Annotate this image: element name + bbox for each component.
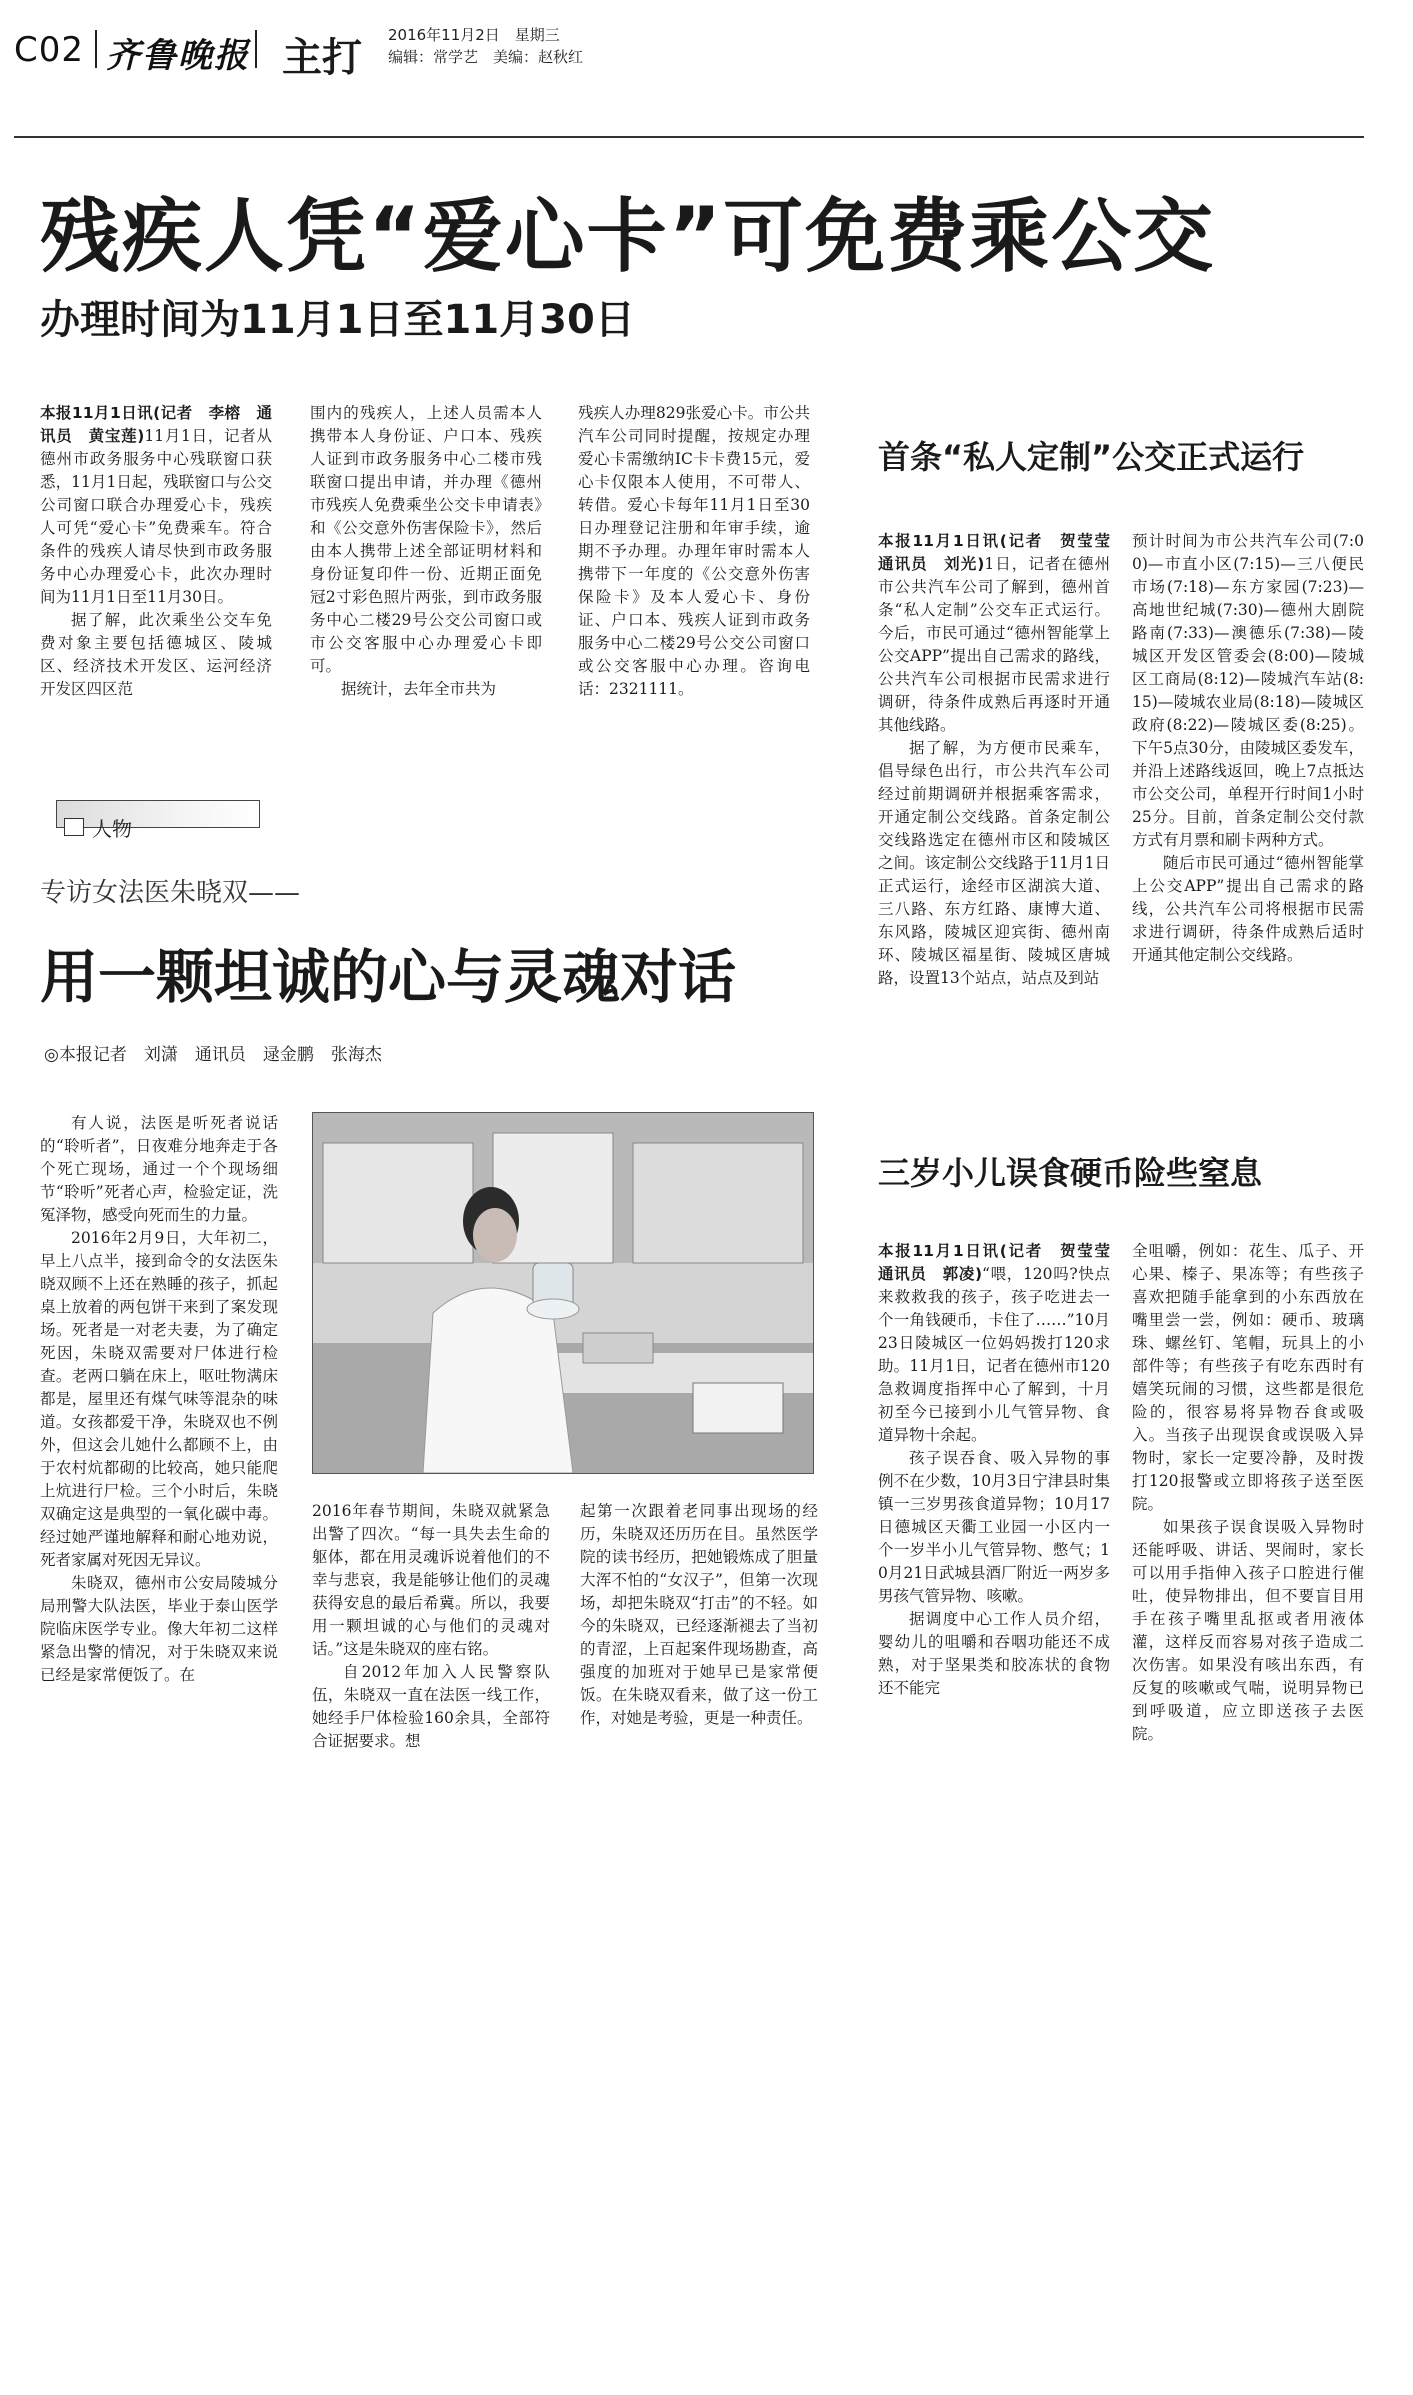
route-text: 随后市民可通过“德州智能掌上公交APP”提出自己需求的路线，公共汽车公司将根据市民需求进行调研，待条件成熟后适时开通其他定制公交线路。: [1132, 854, 1364, 964]
profile-credit: ◎本报记者 刘潇 通讯员 逯金鹏 张海杰: [44, 1045, 382, 1065]
profile-kicker: 专访女法医朱晓双——: [40, 878, 301, 908]
coin-text: 据调度中心工作人员介绍，婴幼儿的咀嚼和吞咽功能还不成熟，对于坚果类和胶冻状的食物还不能完: [878, 1610, 1110, 1697]
route-text: 据了解，为方便市民乘车，倡导绿色出行，市公共汽车公司经过前期调研并根据乘客需求，开通定制公交线路。首条定制公交线路选定在德州市区和陵城区之间。该定制公交线路于11月1日正式运行，途经市区湖滨大道、三八路、东方红路、康博大道、东风路，陵城区迎宾街、德州南环、陵城区福星街、陵城区唐城路，设置13个站点，站点及到站: [878, 739, 1110, 987]
profile-headline: 用一颗坦诚的心与灵魂对话: [40, 943, 737, 1011]
profile-column-3: [580, 1500, 818, 1730]
header-rule: [14, 136, 1364, 138]
header-divider: [255, 30, 257, 68]
route-text: 1日，记者在德州市公共汽车公司了解到，德州首条“私人定制”公交车正式运行。今后，市民可通过“德州智能掌上公交APP”提出自己需求的路线，公共汽车公司根据市民需求进行调研，待条件成熟后再逐时开通其他线路。: [878, 555, 1110, 734]
editor-credits: 编辑：常学艺 美编：赵秋红: [388, 48, 584, 66]
coin-text: 如果孩子误食误吸入异物时还能呼吸、讲话、哭闹时，家长可以用手指伸入孩子口腔进行催吐，使异物排出，但不要盲目用手在孩子嘴里乱抠或者用液体灌，这样反而容易对孩子造成二次伤害。如果没有咳出东西，有反复的咳嗽或气喘，说明异物已到呼吸道，应立即送孩子去医院。: [1132, 1518, 1364, 1743]
folder-icon: [64, 818, 84, 836]
profile-text: 自2012年加入人民警察队伍，朱晓双一直在法医一线工作，她经手尸体检验160余具，全部符合证据要求。想: [312, 1663, 550, 1750]
profile-photo: [312, 1112, 814, 1474]
coin-column-1: [878, 1240, 1126, 1700]
coin-text: 全咀嚼，例如：花生、瓜子、开心果、榛子、果冻等；有些孩子喜欢把随手能拿到的小东西放在嘴里尝一尝，例如：硬币、玻璃珠、螺丝钉、笔帽，玩具上的小部件等；有些孩子有吃东西时有嬉笑玩闹的习惯，这些都是很危险的，很容易将异物吞食或吸入。当孩子出现误食或误吸入异物时，家长一定要冷静，及时拨打120报警或立即将孩子送至医院。: [1132, 1242, 1364, 1513]
profile-column-1: [40, 1112, 278, 1687]
issue-date: 2016年11月2日 星期三: [388, 26, 560, 44]
newspaper-logo: 齐鲁晚报: [106, 36, 250, 76]
route-column-1: [878, 530, 1126, 990]
profile-text: 有人说，法医是听死者说话的“聆听者”，日夜难分地奔走于各个死亡现场，通过一个个现场细节“聆听”死者心声，检验定证，洗冤泽物，感受向死而生的力量。: [40, 1114, 278, 1224]
section-tag: [56, 800, 260, 828]
section-tag-label: 人物: [92, 817, 132, 841]
lead-column-2: [310, 402, 542, 701]
page-number: C02: [14, 30, 85, 70]
lead-column-1: [40, 402, 272, 701]
lead-byline: 本报11月1日讯(记者 李榕 通讯员 黄宝莲): [40, 404, 272, 445]
lab-scene-image: [313, 1113, 813, 1473]
profile-column-2: [312, 1500, 550, 1753]
coin-column-2: [1132, 1240, 1364, 1746]
lead-subheadline: 办理时间为11月1日至11月30日: [40, 297, 635, 343]
route-headline: 首条“私人定制”公交正式运行: [878, 438, 1305, 476]
profile-text: 2016年2月9日，大年初二，早上八点半，接到命令的女法医朱晓双顾不上还在熟睡的孩子，抓起桌上放着的两包饼干来到了案发现场。死者是一对老夫妻，为了确定死因，朱晓双需要对尸体进行检查。老两口躺在床上，呕吐物满床都是，屋里还有煤气味等混杂的味道。女孩都爱干净，朱晓双也不例外，但这会儿她什么都顾不上，由于农村炕都砌的比较高，她只能爬上炕进行尸检。三个小时后，朱晓双确定这是典型的一氧化碳中毒。经过她严谨地解释和耐心地劝说，死者家属对死因无异议。: [40, 1229, 278, 1569]
header-divider: [95, 30, 97, 68]
route-text: 预计时间为市公共汽车公司(7:00)—市直小区(7:15)—三八便民市场(7:18)—东方家园(7:23)—高地世纪城(7:30)—德州大剧院路南(7:33)—澳德乐(7:38)—陵城区开发区管委会(8:00)—陵城区工商局(8:12)—陵城汽车站(8:15)—陵城农业局(8:18)—陵城区政府(8:22)—陵城区委(8:25)。下午5点30分，由陵城区委发车，并沿上述路线返回，晚上7点抵达市公交公司，单程开行时间1小时25分。目前，首条定制公交付款方式有月票和刷卡两种方式。: [1132, 532, 1364, 849]
coin-byline: 本报11月1日讯(记者 贺莹莹 通讯员 郭凌): [878, 1242, 1126, 1283]
lead-text: 残疾人办理829张爱心卡。市公共汽车公司同时提醒，按规定办理爱心卡需缴纳IC卡卡费15元，爱心卡仅限本人使用，不可带人、转借。爱心卡每年11月1日至30日办理登记注册和年审手续，逾期不予办理。办理年审时需本人携带下一年度的《公交意外伤害保险卡》及本人爱心卡、身份证、户口本、残疾人证到市政务服务中心二楼29号公交公司窗口或公交客服中心办理。咨询电话：2321111。: [578, 404, 810, 698]
coin-text: “喂，120吗?快点来救救我的孩子，孩子吃进去一个一角钱硬币，卡住了……”10月23日陵城区一位妈妈拨打120求助。11月1日，记者在德州市120急救调度指挥中心了解到，十月初至今已接到小儿气管异物、食道异物十余起。: [878, 1265, 1110, 1444]
lead-text: 11月1日，记者从德州市政务服务中心残联窗口获悉，11月1日起，残联窗口与公交公司窗口联合办理爱心卡，残疾人可凭“爱心卡”免费乘车。符合条件的残疾人请尽快到市政务服务中心办理爱心卡，此次办理时间为11月1日至11月30日。: [40, 427, 272, 606]
coin-headline: 三岁小儿误食硬币险些窒息: [878, 1154, 1263, 1192]
profile-text: 2016年春节期间，朱晓双就紧急出警了四次。“每一具失去生命的躯体，都在用灵魂诉说着他们的不幸与悲哀，我是能够让他们的灵魂获得安息的最后希冀。所以，我要用一颗坦诚的心与他们的灵魂对话。”这是朱晓双的座右铭。: [312, 1502, 550, 1658]
coin-text: 孩子误吞食、吸入异物的事例不在少数，10月3日宁津县时集镇一三岁男孩食道异物；10月17日德城区天衢工业园一小区内一个一岁半小儿气管异物、憋气；10月21日武城县酒厂附近一两岁多男孩气管异物、咳嗽。: [878, 1449, 1110, 1605]
lead-column-3: [578, 402, 810, 701]
lead-text: 据统计，去年全市共为: [341, 680, 497, 698]
route-byline: 本报11月1日讯(记者 贺莹莹 通讯员 刘光): [878, 532, 1126, 573]
section-name: 主打: [282, 35, 362, 81]
lead-text: 据了解，此次乘坐公交车免费对象主要包括德城区、陵城区、经济技术开发区、运河经济开发区四区范: [40, 611, 272, 698]
lead-text: 围内的残疾人，上述人员需本人携带本人身份证、户口本、残疾人证到市政务服务中心二楼市残联窗口提出申请，并办理《德州市残疾人免费乘坐公交卡申请表》和《公交意外伤害保险卡》，然后由本人携带上述全部证明材料和身份证复印件一份、近期正面免冠2寸彩色照片两张，到市政务服务中心二楼29号公交公司窗口或市公交客服中心办理爱心卡即可。: [310, 404, 542, 675]
profile-text: 朱晓双，德州市公安局陵城分局刑警大队法医，毕业于泰山医学院临床医学专业。像大年初二这样紧急出警的情况，对于朱晓双来说已经是家常便饭了。在: [40, 1574, 278, 1684]
route-column-2: [1132, 530, 1364, 967]
profile-text: 起第一次跟着老同事出现场的经历，朱晓双还历历在目。虽然医学院的读书经历，把她锻炼成了胆量大浑不怕的“女汉子”，但第一次现场，却把朱晓双“打击”的不轻。如今的朱晓双，已经逐渐褪去了当初的青涩，上百起案件现场勘查，高强度的加班对于她早已是家常便饭。在朱晓双看来，做了这一份工作，对她是考验，更是一种责任。: [580, 1502, 818, 1727]
header-meta: [388, 24, 583, 68]
lead-headline: 残疾人凭“爱心卡”可免费乘公交: [40, 190, 1216, 283]
